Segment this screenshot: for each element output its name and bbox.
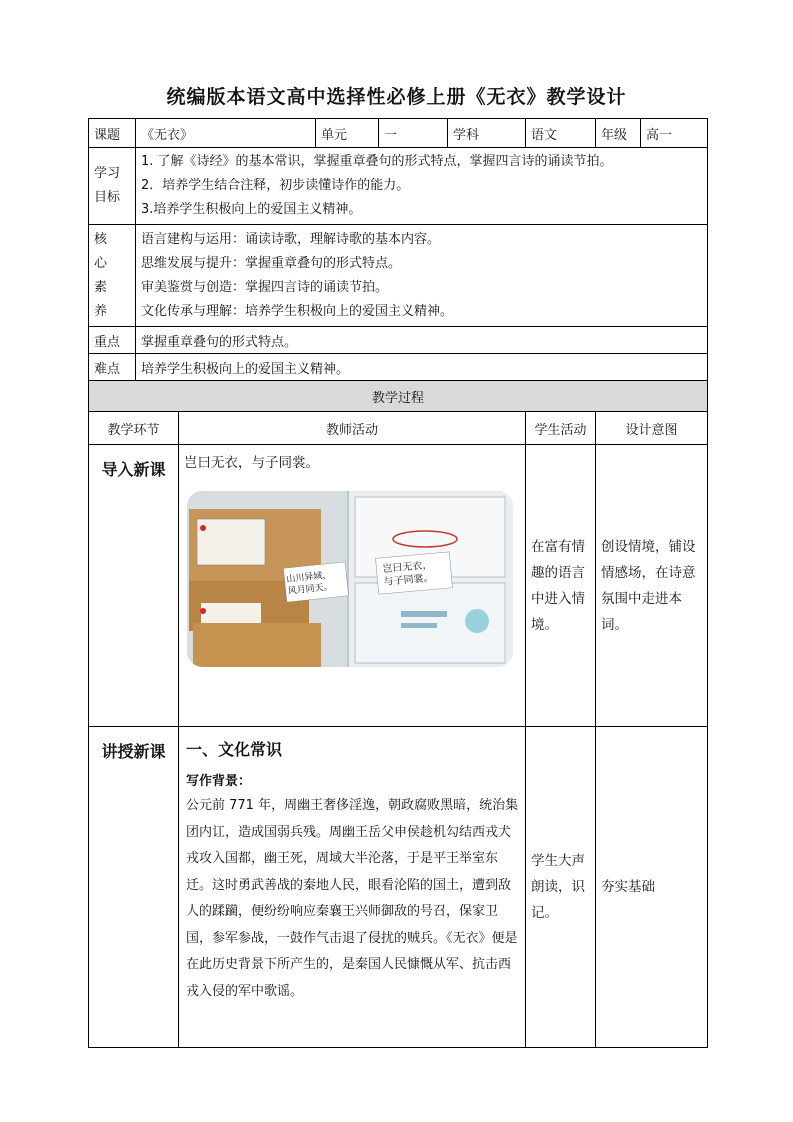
literacy-item: 思维发展与提升：掌握重章叠句的形式特点。 (141, 255, 402, 271)
grade-value: 高一 (641, 119, 708, 148)
process-section-title: 教学过程 (89, 381, 708, 412)
objectives-row (89, 148, 708, 225)
lecture-intent: 夯实基础 (596, 727, 708, 1048)
objective-item: 2．培养学生结合注释，初步读懂诗作的能力。 (141, 178, 410, 193)
photo-note-left: 山川异域， 风月同天。 (286, 570, 334, 597)
header-intent: 设计意图 (596, 412, 708, 445)
header-teacher: 教师活动 (179, 412, 526, 445)
lecture-subheading: 写作背景： (186, 774, 252, 789)
intro-photo (187, 491, 513, 667)
intro-teacher (179, 445, 526, 727)
intro-teacher-text: 岂曰无衣，与子同裳。 (184, 455, 319, 471)
grade-label: 年级 (596, 119, 641, 148)
header-student: 学生活动 (526, 412, 596, 445)
lecture-stage: 讲授新课 (89, 727, 179, 1048)
intro-stage: 导入新课 (89, 445, 179, 727)
lecture-heading: 一、文化常识 (186, 740, 283, 759)
objectives-label: 学习 目标 (89, 148, 136, 225)
photo-note-right: 岂曰无衣， 与子同裳。 (382, 559, 434, 589)
unit-label: 单元 (316, 119, 379, 148)
literacy-content (136, 225, 708, 327)
intro-intent: 创设情境，铺设情感场，在诗意氛围中走进本词。 (596, 445, 708, 727)
lecture-paragraph: 公元前 771 年，周幽王奢侈淫逸，朝政腐败黑暗，统治集团内讧，造成国弱兵残。周幽王岳父申侯趁机勾结西戎犬戎攻入国都，幽王死，周域大半沦落，于是平王举室东迁。这时勇武善战的秦地人民，眼看沦陷的国土，遭到敌人的蹂躏，便纷纷响应秦襄王兴师御敌的号召，保家卫国，参军参战，一鼓作气击退了侵扰的贼兵。《无衣》便是在此历史背景下所产生的，是秦国人民慷慨从军、抗击西戎入侵的军中歌谣。 (186, 798, 519, 999)
key-point-value: 掌握重章叠句的形式特点。 (136, 327, 708, 354)
lecture-student: 学生大声朗读，识记。 (526, 727, 596, 1048)
document-title: 统编版本语文高中选择性必修上册《无衣》教学设计 (166, 86, 627, 108)
literacy-item: 审美鉴赏与创造：掌握四言诗的诵读节拍。 (141, 279, 389, 295)
subject-label: 学科 (448, 119, 526, 148)
literacy-item: 语言建构与运用：诵读诗歌，理解诗歌的基本内容。 (141, 231, 441, 247)
lesson-plan-table (88, 118, 708, 1048)
lecture-row (89, 727, 708, 1048)
key-point-label: 重点 (89, 327, 136, 354)
literacy-item: 文化传承与理解：培养学生积极向上的爱国主义精神。 (141, 303, 454, 319)
intro-student: 在富有情趣的语言中进入情境。 (526, 445, 596, 727)
unit-value: 一 (379, 119, 448, 148)
objective-item: 1. 了解《诗经》的基本常识，掌握重章叠句的形式特点，掌握四言诗的诵读节拍。 (141, 154, 613, 169)
difficulty-row (89, 354, 708, 381)
process-section-row (89, 381, 708, 412)
literacy-row (89, 225, 708, 327)
boxes-photo-illustration (187, 491, 513, 667)
intro-row (89, 445, 708, 727)
literacy-label: 核 心 素 养 (89, 225, 136, 327)
topic-label: 课题 (89, 119, 136, 148)
subject-value: 语文 (526, 119, 596, 148)
difficulty-value: 培养学生积极向上的爱国主义精神。 (136, 354, 708, 381)
header-stage: 教学环节 (89, 412, 179, 445)
lecture-teacher (179, 727, 526, 1048)
key-point-row (89, 327, 708, 354)
difficulty-label: 难点 (89, 354, 136, 381)
objective-item: 3.培养学生积极向上的爱国主义精神。 (141, 202, 362, 217)
process-header-row (89, 412, 708, 445)
info-row (89, 119, 708, 148)
objectives-content (136, 148, 708, 225)
topic-value: 《无衣》 (136, 119, 316, 148)
